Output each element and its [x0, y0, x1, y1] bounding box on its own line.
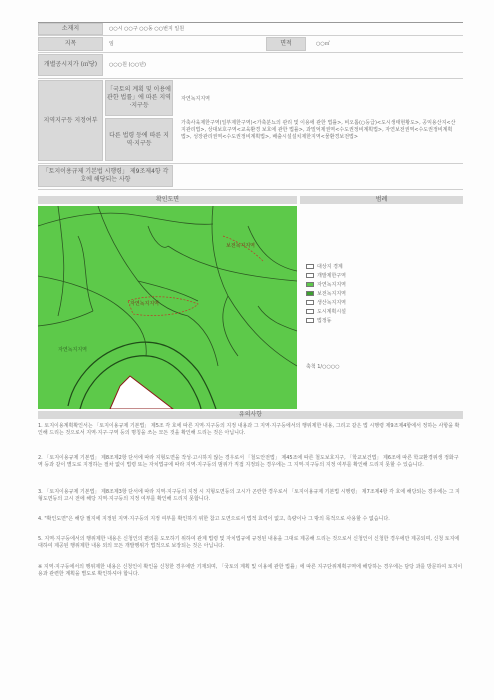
map-label-target: 자연녹지지역 — [130, 301, 159, 307]
notes-title: 유의사항 — [38, 411, 463, 419]
location-label: 소재지 — [38, 23, 103, 35]
legend-swatch — [306, 282, 314, 287]
regulation-label: 「토지이용규제 기본법 시행령」 제9조제4항 각 호에 해당되는 사항 — [38, 165, 173, 187]
legend-swatch — [306, 264, 314, 269]
legend-item: 보전녹지지역 — [306, 290, 456, 299]
map-label-conservation: 보전녹지지역 — [226, 243, 255, 249]
legend-title: 범례 — [300, 196, 463, 204]
map-graphic — [38, 206, 297, 409]
legend-swatch — [306, 309, 314, 314]
legend-item: 법정동 — [306, 317, 456, 326]
official-price-value: ○○○원 (○○년) — [109, 62, 146, 68]
legend-swatch — [306, 291, 314, 296]
national-land-law-value: 자연녹지지역 — [181, 96, 210, 102]
legend-item: 대상지 경계 — [306, 263, 456, 272]
land-category-value: 임 — [109, 41, 114, 47]
note-paragraph: 3. 「토지이용규제 기본법」 제8조제3항 단서에 따라 지역·지구등의 지정 시 지형도면등의 고시가 곤란한 경우로서 「토지이용규제 기본법 시행령」 제7조제4항 각 호에 해당되는 경우에는 그 지형도면등의 고시 전에 해당 지역·지구등의 지정 여부를 확인해 드리지 못합니다. — [38, 489, 460, 502]
area-value: ○○㎡ — [316, 41, 330, 47]
note-paragraph: 4. "확인도면"은 해당 필지에 지정된 지역·지구등의 지정 여부를 확인하기 위한 참고 도면으로서 법적 효력이 없고, 측량이나 그 밖의 목적으로 사용할 수 없습니다. — [38, 516, 390, 522]
confirmation-map — [38, 206, 297, 409]
note-paragraph: 2. 「토지이용규제 기본법」 제8조제2항 단서에 따라 지형도면을 작성·고시하지 않는 경우로서 「철도안전법」 제45조에 따른 철도보호지구, 「학교보건법」 제6조에 따른 학교환경위생 정화구역 등과 같이 별도로 지정하는 절차 없이 법령 또는 자치법규에 따라 지역·지구등의 범위가 직접 지정되는 경우에는 그 지역·지구등의 지정 여부를 확인해 드리지 못할 수 있습니다. — [38, 455, 459, 468]
legend-swatch — [306, 318, 314, 323]
location-value: ○○시 ○○구 ○○동 ○○번지 일원 — [109, 26, 185, 32]
legend-item: 생산녹지지역 — [306, 299, 456, 308]
legend-item: 자연녹지지역 — [306, 281, 456, 290]
map-label-natural: 자연녹지지역 — [58, 347, 87, 353]
note-paragraph: 5. 지역·지구등에서의 행위제한 내용은 신청인의 편의를 도모하기 위하여 관계 법령 및 자치법규에 규정된 내용을 그대로 제공해 드리는 것으로서 신청인이 신청한 경우에만 제공되며, 신청 토지에 대하여 제공된 행위제한 내용 외의 모든 개발행위가 법적으로 보장되는 것은 아닙니다. — [38, 536, 460, 549]
legend-item: 도시계획시설 — [306, 308, 456, 317]
note-paragraph: ※ 지역·지구등에서의 행위제한 내용은 신청인이 확인을 신청한 경우에만 기재되며, 「국토의 계획 및 이용에 관한 법률」에 따른 지구단위계획구역에 해당하는 경우에는 담당 과를 방문하여 토지이용과 관련한 계획을 별도로 확인하셔야 합니다. — [38, 564, 463, 577]
other-laws-value: 가축사육제한구역(일부제한구역)<가축분뇨의 관리 및 이용에 관한 법률>, 비오톱(○등급)<도시생태현황도>, 공익용산지<산지관리법>, 상대보호구역<교육환경 보호에 관한 법률>, 과밀억제권역<수도권정비계획법>, 자연보전권역<수도권정비계획법>, 성장관리권역<수도권정비계획법>, 배출시설설치제한지역<물환경보전법> — [181, 120, 456, 140]
legend-swatch — [306, 273, 314, 278]
other-laws-label: 다른 법령 등에 따른 지역·지구등 — [105, 118, 173, 161]
note-paragraph: 1. 토지이용계획확인서는 「토지이용규제 기본법」 제5조 각 호에 따른 지역·지구등의 지정 내용과 그 지역·지구등에서의 행위제한 내용, 그리고 같은 법 시행령 제9조제4항에서 정하는 사항을 확인해 드리는 것으로서 지역·지구·구역 등의 명칭을 쓰는 모든 것을 확인해 드리는 것은 아닙니다. — [38, 423, 460, 436]
map-legend — [306, 263, 456, 326]
legend-item: 개발제한구역 — [306, 272, 456, 281]
land-use-plan-form — [38, 22, 463, 603]
official-price-label: 개별공시지가 (㎡당) — [38, 54, 103, 76]
map-scale: 축척 1/○○○○ — [306, 364, 340, 370]
land-category-label: 지목 — [38, 37, 103, 51]
area-label: 면적 — [266, 37, 306, 51]
usage-group-label: 지역지구등 지정여부 — [38, 80, 103, 161]
map-section-title: 확인도면 — [38, 196, 297, 204]
legend-swatch — [306, 300, 314, 305]
national-land-law-label: 「국토의 계획 및 이용에 관한 법률」에 따른 지역·지구등 — [105, 80, 173, 116]
